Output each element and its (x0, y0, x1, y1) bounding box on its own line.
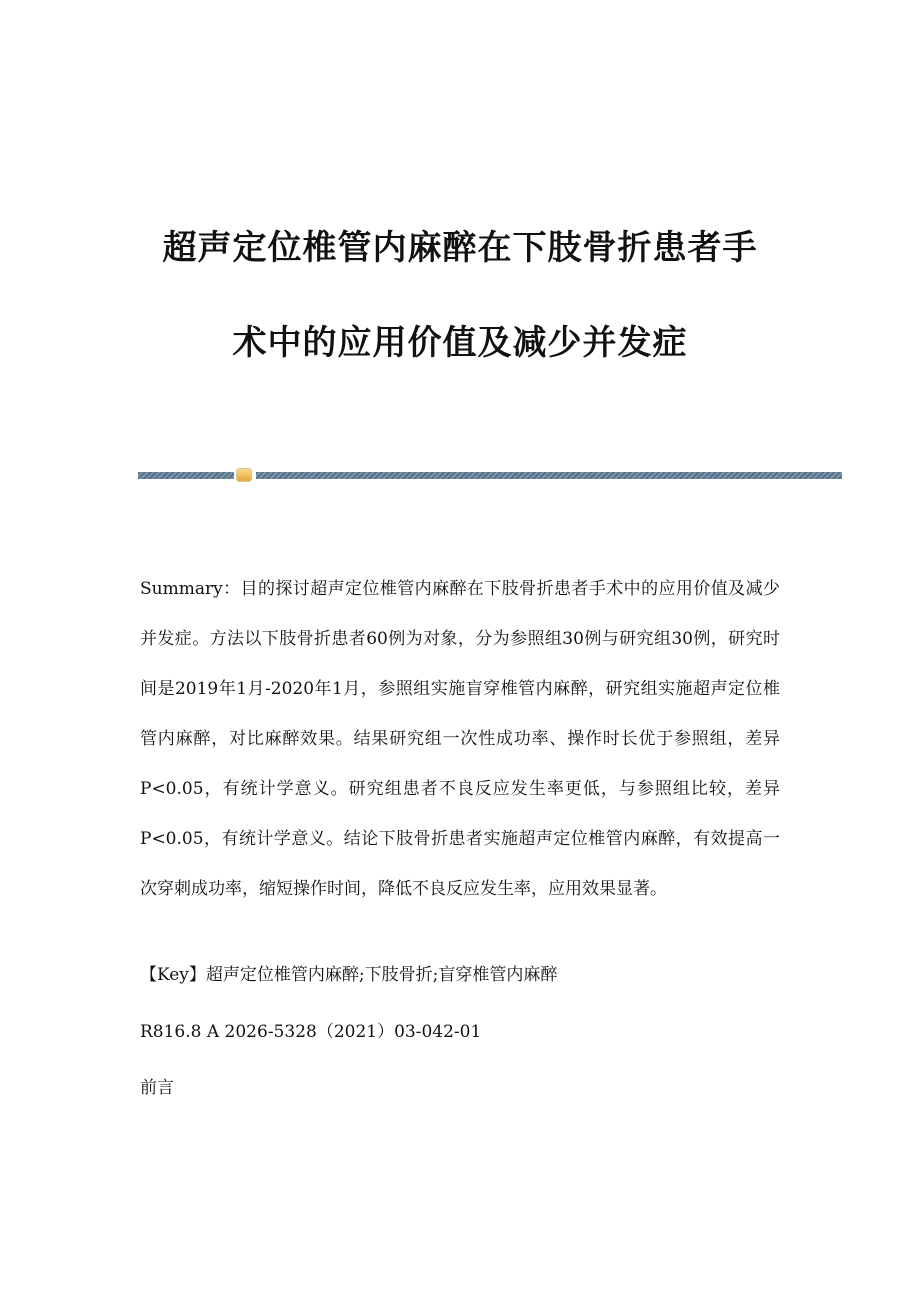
document-title-line-1: 超声定位椎管内麻醉在下肢骨折患者手 (162, 228, 758, 268)
preface-heading: 前言 (140, 1078, 174, 1098)
divider-bar-right (256, 472, 842, 479)
divider-bar-left (138, 472, 234, 479)
title-divider (138, 468, 842, 482)
document-title-line-2: 术中的应用价值及减少并发症 (232, 323, 688, 363)
keywords-line: 【Key】超声定位椎管内麻醉;下肢骨折;盲穿椎管内麻醉 (140, 965, 558, 985)
divider-badge-icon (237, 469, 251, 481)
classification-line: R816.8 A 2026-5328（2021）03-042-01 (140, 1022, 482, 1042)
summary-paragraph: Summary：目的探讨超声定位椎管内麻醉在下肢骨折患者手术中的应用价值及减少并发症。方法以下肢骨折患者60例为对象，分为参照组30例与研究组30例，研究时间是2019年1月-2020年1月，参照组实施盲穿椎管内麻醉，研究组实施超声定位椎管内麻醉，对比麻醉效果。结果研究组一次性成功率、操作时长优于参照组，差异P<0.05，有统计学意义。研究组患者不良反应发生率更低，与参照组比较，差异P<0.05，有统计学意义。结论下肢骨折患者实施超声定位椎管内麻醉，有效提高一次穿刺成功率，缩短操作时间，降低不良反应发生率，应用效果显著。 (140, 579, 780, 899)
